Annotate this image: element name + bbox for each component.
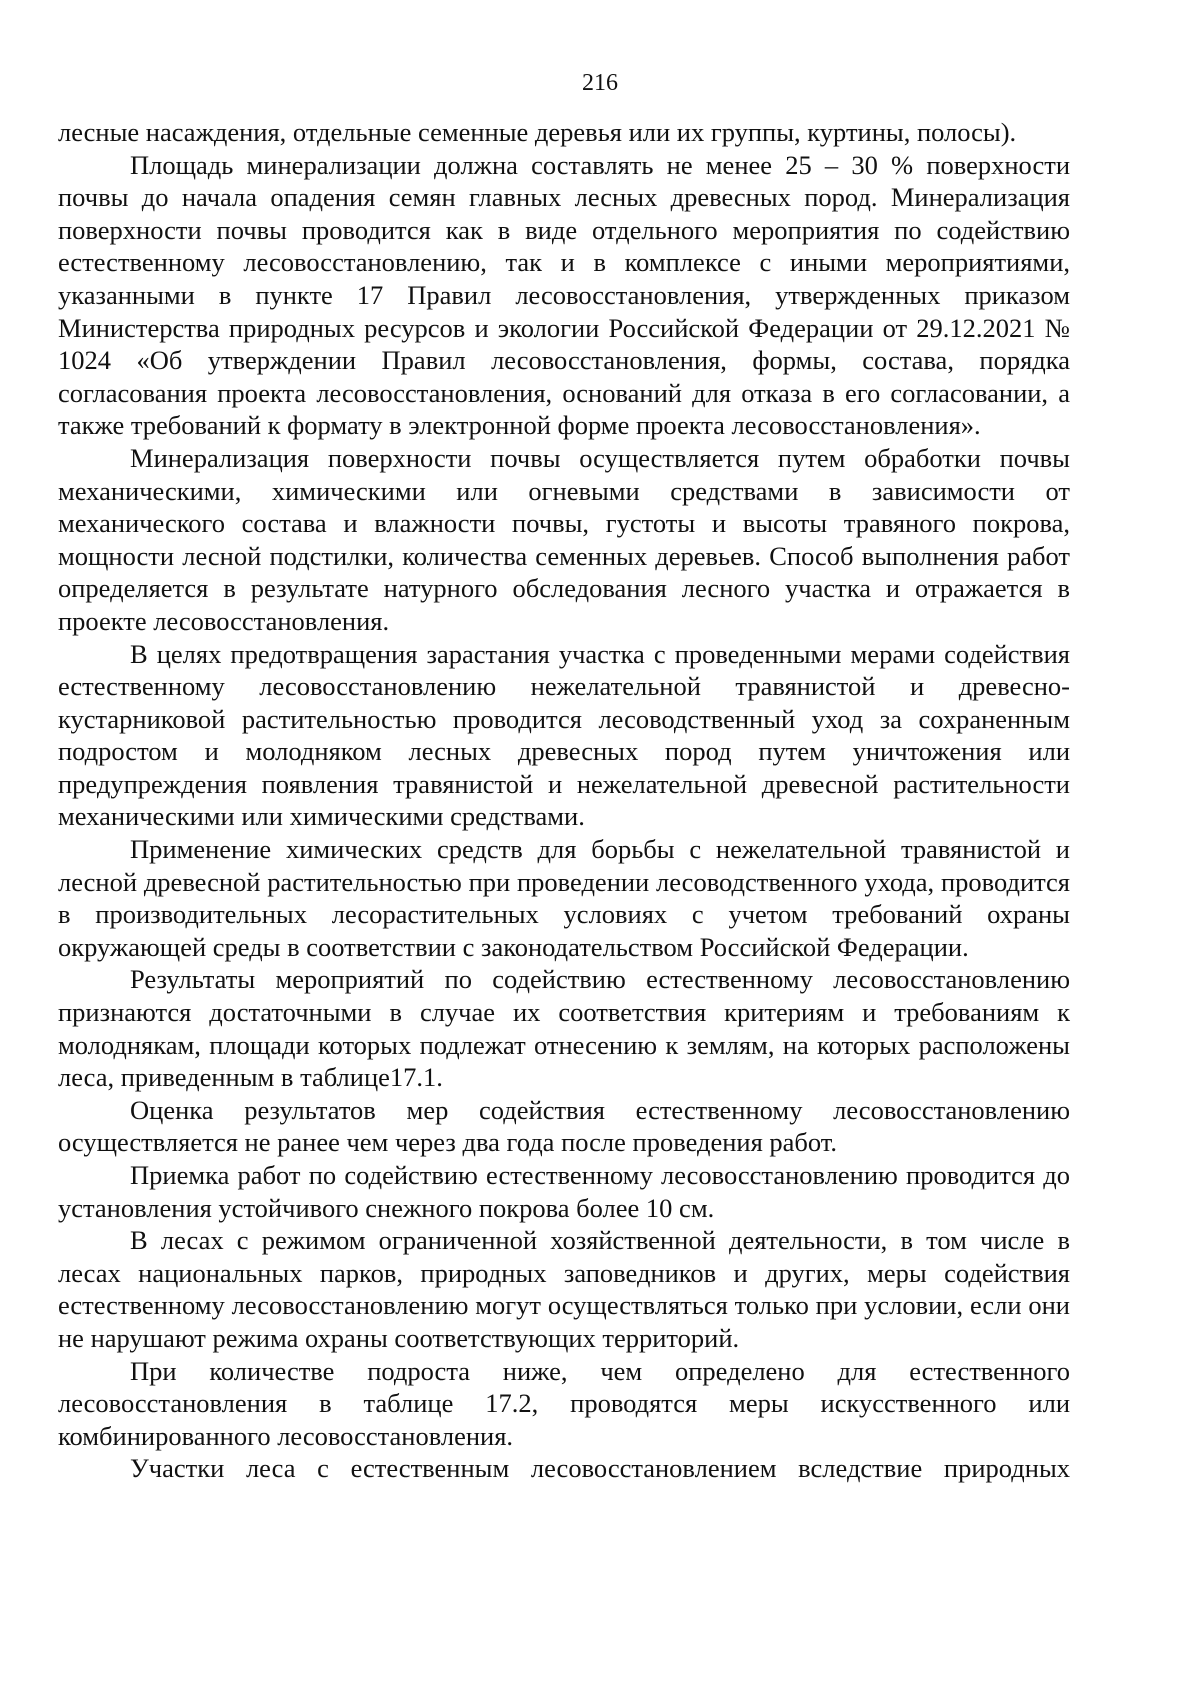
paragraph-results-sufficiency: Результаты мероприятий по содействию естественному лесовосстановлению признаются достаточными в случае их соответствия критериям и требованиям к молоднякам, площади которых подлежат отнесению к землям, на которых расположены леса, приведенным в таблице17.1. (58, 964, 1070, 1093)
paragraph-continuation: лесные насаждения, отдельные семенные деревья или их группы, куртины, полосы). (58, 117, 1017, 147)
paragraph-insufficient-undergrowth: При количестве подроста ниже, чем определено для естественного лесовосстановления в таблице 17.2, проводятся меры искусственного или комбинированного лесовосстановления. (58, 1355, 1070, 1451)
paragraph-work-acceptance: Приемка работ по содействию естественному лесовосстановлению проводится до установления устойчивого снежного покрова более 10 см. (58, 1160, 1070, 1223)
page-number: 216 (582, 70, 618, 96)
paragraph-natural-restoration-plots: Участки леса с естественным лесовосстановлением вследствие природных (130, 1453, 1070, 1484)
paragraph-mineralization-method: Минерализация поверхности почвы осуществляется путем обработки почвы механическими, химическими или огневыми средствами в зависимости от механического состава и влажности почвы, густоты и высоты травяного покрова, мощности лесной подстилки, количества семенных деревьев. Способ выполнения работ определяется в результате натурного обследования лесного участка и отражается в проекте лесовосстановления. (58, 442, 1070, 636)
paragraph-restricted-forests: В лесах с режимом ограниченной хозяйственной деятельности, в том числе в лесах национальных парков, природных заповедников и других, меры содействия естественному лесовосстановлению могут осуществляться только при условии, если они не нарушают режима охраны соответствующих территорий. (58, 1225, 1070, 1353)
paragraph-chemical-means: Применение химических средств для борьбы с нежелательной травянистой и лесной древесной растительностью при проведении лесоводственного ухода, проводится в производительных лесорастительных условиях с учетом требований охраны окружающей среды в соответствии с законодательством Российской Федерации. (58, 834, 1070, 962)
paragraph-overgrowth-prevention: В целях предотвращения зарастания участка с проведенными мерами содействия естественному лесовосстановлению нежелательной травянистой и древесно-кустарниковой растительностью проводится лесоводственный уход за сохраненным подростом и молодняком лесных древесных пород путем уничтожения или предупреждения появления травянистой и нежелательной древесной растительности механическими или химическими средствами. (58, 638, 1070, 832)
paragraph-results-assessment: Оценка результатов мер содействия естественному лесовосстановлению осуществляется не ранее чем через два года после проведения работ. (58, 1094, 1070, 1158)
paragraph-mineralization-area: Площадь минерализации должна составлять не менее 25 – 30 % поверхности почвы до начала опадения семян главных лесных древесных пород. Минерализация поверхности почвы проводится как в виде отдельного мероприятия по содействию естественному лесовосстановлению, так и в комплексе с иными мероприятиями, указанными в пункте 17 Правил лесовосстановления, утвержденных приказом Министерства природных ресурсов и экологии Российской Федерации от 29.12.2021 № 1024 «Об утверждении Правил лесовосстановления, формы, состава, порядка согласования проекта лесовосстановления, оснований для отказа в его согласовании, а также требований к формату в электронной форме проекта лесовосстановления». (58, 149, 1070, 441)
document-body (58, 116, 1070, 1485)
